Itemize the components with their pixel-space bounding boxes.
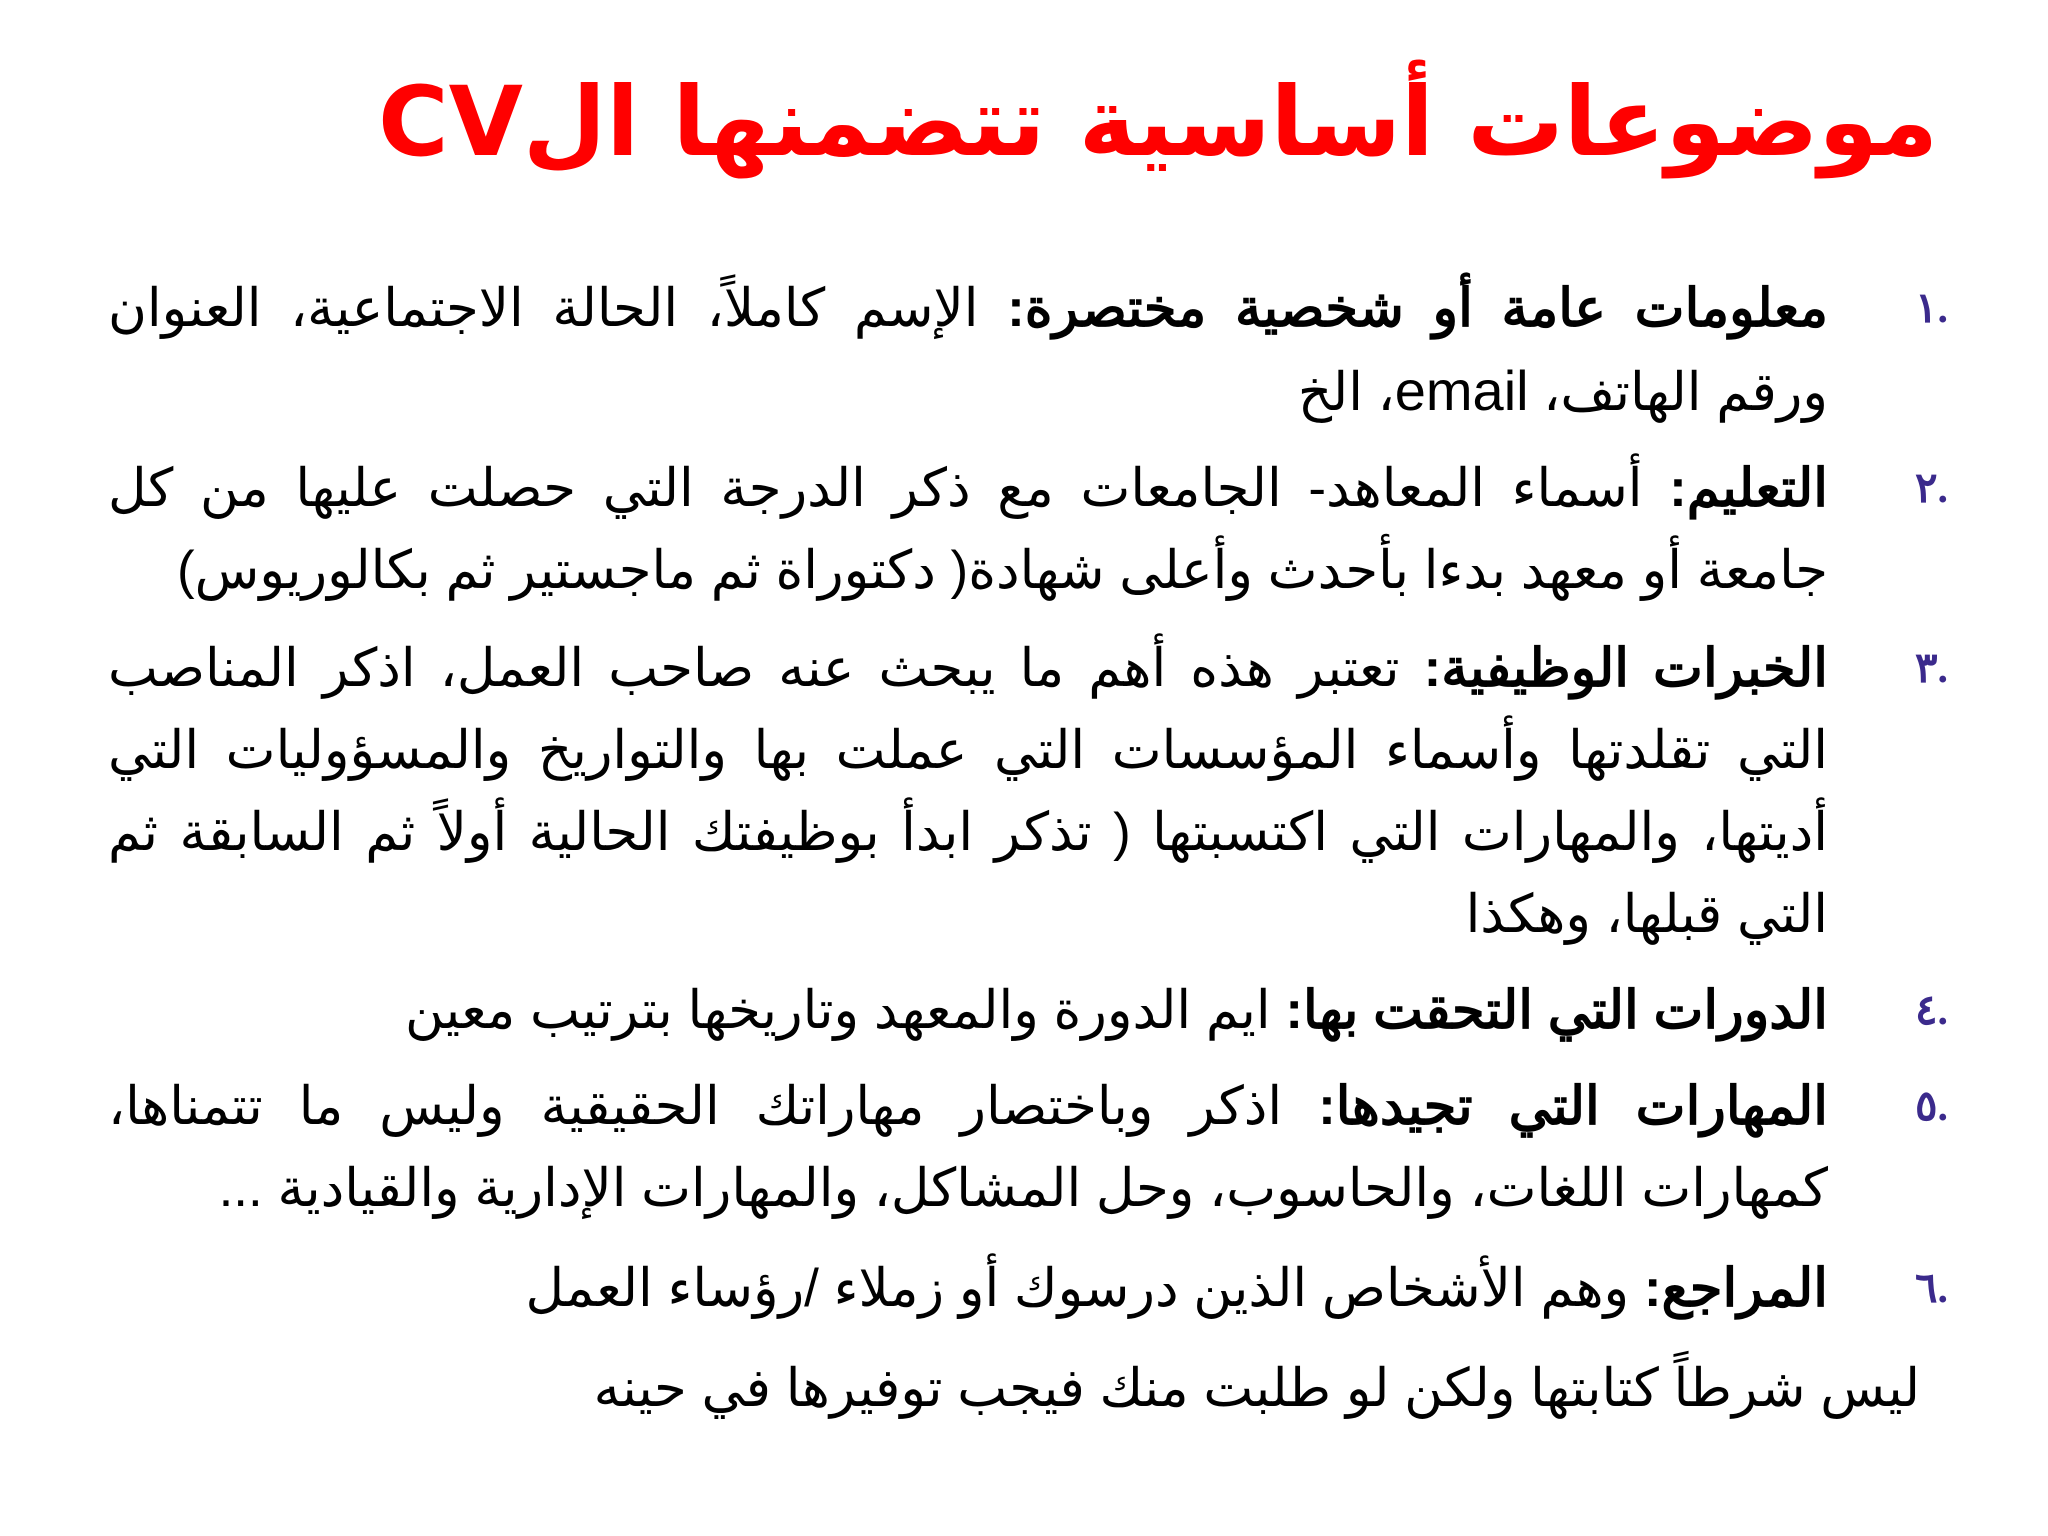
item-body	[108, 1066, 1828, 1230]
item-number: ١.	[1914, 286, 1948, 332]
item-text: ايم الدورة والمعهد وتاريخها بترتيب معين	[404, 981, 1286, 1040]
item-number: ٦.	[1914, 1266, 1948, 1312]
item-text: تعتبر هذه أهم ما يبحث عنه صاحب العمل، اذكر المناصب التي تقلدتها وأسماء المؤسسات التي عملت بها والتواريخ والمسؤوليات التي أديتها، والمهارات التي اكتسبتها ( تذكر ابدأ بوظيفتك الحالية أولاً ثم السابقة ثم التي قبلها، وهكذا	[108, 639, 1828, 944]
item-number: ٣.	[1914, 646, 1948, 692]
item-term: المهارات التي تجيدها:	[1318, 1077, 1828, 1136]
item-body	[108, 1248, 1828, 1330]
item-body	[108, 448, 1828, 612]
item-number: ٤.	[1914, 988, 1948, 1034]
item-text: أسماء المعاهد- الجامعات مع ذكر الدرجة التي حصلت عليها من كل جامعة أو معهد بدءا بأحدث وأعلى شهادة( دكتوراة ثم ماجستير ثم بكالوريوس)	[108, 459, 1828, 600]
item-term: التعليم:	[1669, 459, 1828, 518]
slide-title: موضوعات أساسية تتضمنها الCV	[378, 66, 1938, 178]
item-number: ٢.	[1914, 466, 1948, 512]
references-note: ليس شرطاً كتابتها ولكن لو طلبت منك فيجب توفيرها في حينه	[593, 1359, 1920, 1418]
item-term: معلومات عامة أو شخصية مختصرة:	[1007, 279, 1828, 338]
item-text: اذكر وباختصار مهاراتك الحقيقية وليس ما تتمناها، كمهارات اللغات، والحاسوب، وحل المشاكل، والمهارات الإدارية والقيادية ...	[108, 1077, 1828, 1218]
email-label: email	[1394, 359, 1529, 422]
item-text-end: ، الخ	[1297, 363, 1395, 422]
item-number: ٥.	[1914, 1084, 1948, 1130]
item-body	[108, 970, 1828, 1052]
item-text: الإسم كاملاً، الحالة الاجتماعية، العنوان ورقم الهاتف،	[108, 279, 1828, 422]
item-term: الخبرات الوظيفية:	[1423, 639, 1829, 698]
item-body	[108, 268, 1828, 434]
item-term: المراجع:	[1643, 1259, 1828, 1318]
item-term: الدورات التي التحقت بها:	[1285, 981, 1828, 1040]
item-body	[108, 628, 1828, 956]
item-text: وهم الأشخاص الذين درسوك أو زملاء /رؤساء العمل	[525, 1259, 1644, 1318]
